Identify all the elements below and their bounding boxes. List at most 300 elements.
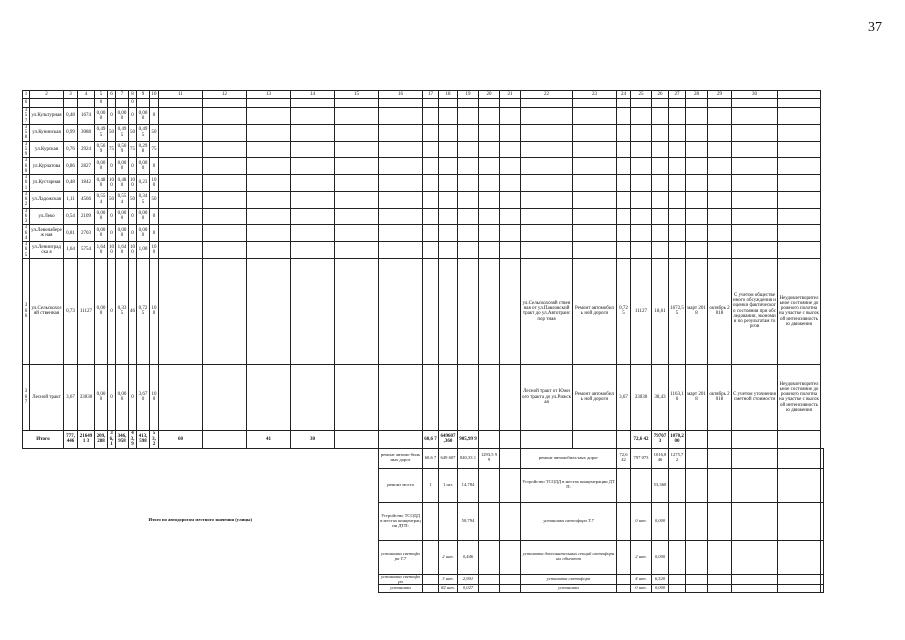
table-cell [159,364,203,430]
table-cell [335,108,379,125]
table-cell: 209, 288 [95,430,108,448]
column-number: 17 [423,91,439,99]
header-row [23,91,824,99]
table-cell [573,225,617,242]
table-cell: 0 [129,364,137,430]
table-cell [732,208,778,225]
table-cell [669,574,686,585]
table-cell: 1,64 0 [116,242,129,259]
table-cell [669,99,686,108]
table-cell [479,225,500,242]
table-cell: 777, 446 [64,430,78,448]
street-row [23,175,824,192]
table-cell: 2,901 [458,574,479,585]
table-cell: 18,61 [652,258,669,364]
table-cell: 0 [150,158,159,175]
table-cell [652,141,669,158]
table-cell [439,191,458,208]
table-cell: 0 [150,108,159,125]
table-cell [732,225,778,242]
table-cell [669,585,686,593]
table-cell [732,540,778,574]
column-number: 1 [23,91,30,99]
table-cell [500,124,521,141]
column-number: 18 [439,91,458,99]
table-cell: ремонт автомо-бильных дорог [379,448,423,468]
table-cell: 72,6 42 [631,430,652,448]
table-cell: 216491 3 [78,430,95,448]
table-cell [778,502,821,540]
table-cell: октябрь 2018 [708,364,732,430]
table-cell [573,175,617,192]
table-cell [617,108,631,125]
table-cell [732,502,778,540]
table-cell [669,191,686,208]
table-cell: 11127 [631,258,652,364]
column-number: 7 [116,91,129,99]
street-row [23,191,824,208]
column-number: 12 [203,91,247,99]
table-cell [500,502,521,540]
table-cell [669,158,686,175]
table-cell: установка светофора Т.7 [379,540,423,574]
table-cell: 100 [108,242,116,259]
table-cell: 53,360 [652,468,669,502]
table-cell [479,585,500,593]
table-cell [652,208,669,225]
table-cell [116,99,129,108]
table-cell [500,225,521,242]
table-cell [159,124,203,141]
table-cell [778,585,821,593]
table-cell [247,364,291,430]
street-name: Лесной тракт [30,364,64,430]
table-cell [423,364,439,430]
table-cell [778,540,821,574]
table-cell [423,540,439,574]
table-cell [500,574,521,585]
table-cell: 53, 2 [150,430,159,448]
table-cell: 2 шт. [439,540,458,574]
street-row [23,225,824,242]
table-cell [479,124,500,141]
table-cell: 38,43 [652,364,669,430]
table-cell [423,141,439,158]
table-cell [379,124,423,141]
table-cell [247,99,291,108]
table-cell [479,502,500,540]
table-cell [708,108,732,125]
table-cell [686,191,708,208]
table-cell [439,99,458,108]
table-cell: 1674 [78,108,95,125]
table-cell: 72,6 42 [617,448,631,468]
table-cell [732,242,778,259]
table-cell [291,208,335,225]
table-cell [423,99,439,108]
street-row [23,364,824,430]
table-cell: 100 [150,242,159,259]
table-cell: 0,00 0 [116,158,129,175]
table-cell: 797073 [652,430,669,448]
table-cell: 0,00 0 [137,208,150,225]
table-cell [335,225,379,242]
table-cell [203,258,247,364]
table-cell: 100 [150,258,159,364]
table-cell [479,175,500,192]
table-cell [423,502,439,540]
table-cell [203,208,247,225]
table-cell: 4566 [78,191,95,208]
table-cell: 0,000 [652,502,669,540]
table-cell [379,208,423,225]
table-cell: С учетом общественного обсуждения и оценки фактического состояния при обследовании, экономии по результатам торгов [732,258,778,364]
table-cell: 75 [150,141,159,158]
table-cell: 0,000 [652,540,669,574]
column-number: 9 [137,91,150,99]
table-cell [203,175,247,192]
table-cell [686,574,708,585]
table-cell [500,258,521,364]
table-cell [573,208,617,225]
table-cell: 649 607 [439,448,458,468]
table-cell [479,258,500,364]
table-cell: 50 [129,191,137,208]
table-cell: 3,67 [617,364,631,430]
table-cell: 0,00 0 [95,258,108,364]
table-cell [335,99,379,108]
table-cell [439,108,458,125]
table-cell [732,124,778,141]
table-cell [686,99,708,108]
table-cell: 1 шт. [439,468,458,502]
table-cell [669,468,686,502]
table-cell: 0,00 0 [95,108,108,125]
table-cell [708,208,732,225]
table-cell [159,99,203,108]
table-cell [500,191,521,208]
table-cell: 2924 [78,141,95,158]
table-cell [379,430,423,448]
table-cell [479,158,500,175]
table-cell [500,242,521,259]
table-cell: 346, 958 [116,430,129,448]
table-cell [423,574,439,585]
table-cell: 50 [129,124,137,141]
table-cell [732,141,778,158]
table-cell [708,242,732,259]
table-cell [686,141,708,158]
table-cell [778,191,821,208]
table-cell: 0,55 4 [95,191,108,208]
table-cell: 0,027 [458,585,479,593]
table-cell: 41 [247,430,291,448]
table-cell [458,124,479,141]
table-cell [458,191,479,208]
table-cell [669,124,686,141]
table-cell [821,540,824,574]
table-cell: 30 [291,430,335,448]
table-cell: Неудовлетворительное состояние дорожного полотна на участке с высокой интенсивностью движения [778,364,821,430]
table-cell [573,124,617,141]
row-id: 36 5 [23,242,30,259]
table-cell [159,158,203,175]
column-number: 11 [159,91,203,99]
table-cell [335,364,379,430]
table-cell [708,141,732,158]
table-cell [439,175,458,192]
table-cell [821,468,824,502]
table-cell [159,208,203,225]
table-cell [617,124,631,141]
table-cell [423,208,439,225]
table-cell [423,108,439,125]
table-cell [617,242,631,259]
table-cell [439,158,458,175]
table-cell [108,99,116,108]
table-cell [686,242,708,259]
table-cell: 0,00 0 [116,108,129,125]
table-cell [30,99,64,108]
total-row [23,430,824,448]
table-cell [708,430,732,448]
table-cell: 0 [95,99,108,108]
table-cell [573,158,617,175]
table-cell: 60 [159,430,203,448]
table-cell: 36, 1 [108,430,116,448]
table-cell [479,191,500,208]
table-cell: 50,794 [458,502,479,540]
table-cell [458,242,479,259]
table-cell: 0 шт. [631,502,652,540]
table-cell [631,124,652,141]
table-cell [686,468,708,502]
table-cell: 0,00 0 [137,108,150,125]
table-cell: 0,48 [64,175,78,192]
row-id: 35 9 [23,141,30,158]
table-cell: 1 [423,468,439,502]
table-cell [652,158,669,175]
table-cell [617,585,631,593]
table-cell [732,158,778,175]
column-number: 25 [631,91,652,99]
table-cell: 14,784 [458,468,479,502]
table-cell [458,108,479,125]
table-cell [778,574,821,585]
street-name: ул.Левонабереж ная [30,225,64,242]
table-cell: 0,33 5 [116,258,129,364]
table-cell: 50 [150,124,159,141]
table-cell [778,468,821,502]
table-cell: 797 073 [631,448,652,468]
table-cell [159,191,203,208]
table-cell: 33030 [631,364,652,430]
table-cell [686,448,708,468]
street-name: ул.Сельскохозяй ственная [30,258,64,364]
table-cell [573,191,617,208]
table-cell [631,175,652,192]
row-id: 36 3 [23,208,30,225]
table-cell [652,225,669,242]
table-cell: 100 [150,175,159,192]
table-cell: 0,00 0 [116,208,129,225]
table-cell: 0,00 0 [95,225,108,242]
table-cell: 0 [108,258,116,364]
table-cell [521,242,573,259]
table-cell [203,108,247,125]
street-row [23,158,824,175]
table-cell: март 2018 [686,364,708,430]
table-cell [203,225,247,242]
summary-row [23,448,824,468]
table-cell [778,124,821,141]
table-cell [247,141,291,158]
table-cell [439,225,458,242]
table-cell: 1016,8 46 [652,448,669,468]
table-cell: 0 [108,208,116,225]
column-number: 3 [64,91,78,99]
table-cell [778,448,821,468]
table-cell: 0,99 [64,124,78,141]
table-cell [479,364,500,430]
table-cell: установка дополнительных секций светофорных объектов [521,540,617,574]
table-cell [423,124,439,141]
table-cell [291,158,335,175]
street-name: ул.Леко [30,208,64,225]
table-cell: 46 [129,258,137,364]
table-cell [708,468,732,502]
table-cell: 1,64 [64,242,78,259]
table-cell [732,448,778,468]
table-cell [573,108,617,125]
table-cell: 4 шт. [631,574,652,585]
table-cell [521,99,573,108]
table-cell: 0 [129,208,137,225]
table-cell: 1,00 [137,242,150,259]
table-cell [335,208,379,225]
table-cell [708,158,732,175]
column-number: 27 [669,91,686,99]
table-cell: 43, 9 [129,430,137,448]
table-cell: 2109 [78,208,95,225]
street-row [23,124,824,141]
table-cell: 5754 [78,242,95,259]
table-cell: 0 [150,208,159,225]
row-id: 35 8 [23,124,30,141]
table-cell: 0,86 [64,158,78,175]
table-cell [291,99,335,108]
table-cell [479,108,500,125]
street-row [23,208,824,225]
table-cell [335,258,379,364]
column-number: 14 [291,91,335,99]
table-cell: 100 [129,175,137,192]
table-cell [686,208,708,225]
table-cell [631,468,652,502]
table-cell [669,108,686,125]
table-cell: установка светофора [521,574,617,585]
table-cell [521,108,573,125]
table-cell: 0,56 9 [116,141,129,158]
table-cell [500,540,521,574]
row-id: 36 4 [23,225,30,242]
table-row [23,99,824,108]
table-cell [617,225,631,242]
table-cell [500,585,521,593]
table-cell [500,141,521,158]
table-cell [617,191,631,208]
table-cell: 0,49 5 [137,124,150,141]
table-cell [479,99,500,108]
table-cell [159,225,203,242]
table-cell: 0,49 5 [116,124,129,141]
table-cell: 3 шт. [439,574,458,585]
table-cell: 33030 [78,364,95,430]
column-number: 24 [617,91,631,99]
table-cell: 0 [108,108,116,125]
table-cell: установка светофора Т.7 [521,502,617,540]
table-cell: 3088 [78,124,95,141]
table-cell [573,242,617,259]
table-cell [458,141,479,158]
table-cell [203,430,247,448]
row-id: 36 1 [23,175,30,192]
table-cell: 0,48 0 [116,175,129,192]
table-cell [247,242,291,259]
table-cell [159,141,203,158]
column-number: 26 [652,91,669,99]
column-number: 21 [500,91,521,99]
table-cell: 0 [129,225,137,242]
table-cell [458,225,479,242]
table-cell: 1293,5 99 [479,448,500,468]
table-cell: 11127 [78,258,95,364]
table-cell [617,175,631,192]
table-cell: 0,446 [458,540,479,574]
table-cell [573,430,617,448]
table-cell [521,430,573,448]
table-cell [379,364,423,430]
table-cell: 0,00 0 [95,208,108,225]
column-number: 22 [521,91,573,99]
table-cell [247,158,291,175]
table-cell: 1,64 0 [95,242,108,259]
table-cell: 0,56 9 [95,141,108,158]
table-cell [573,99,617,108]
column-number: 6 [108,91,116,99]
table-cell: Лесной тракт от Южного тракта до ул.Рижская [521,364,573,430]
table-cell: 50 [108,124,116,141]
table-cell [652,191,669,208]
table-cell: 2827 [78,158,95,175]
table-cell: установка светофора [379,574,423,585]
column-number: 2 [30,91,64,99]
table-cell [669,175,686,192]
table-cell: 100 [129,242,137,259]
table-cell [335,175,379,192]
table-cell [458,99,479,108]
page-number: 37 [868,20,882,35]
table-cell: март 2018 [686,258,708,364]
table-cell [379,141,423,158]
table-cell [335,430,379,448]
street-row [23,242,824,259]
table-cell [669,225,686,242]
row-id: 36 7 [23,364,30,430]
column-number: 20 [479,91,500,99]
table-cell [708,191,732,208]
table-cell: 1070,2 00 [669,430,686,448]
